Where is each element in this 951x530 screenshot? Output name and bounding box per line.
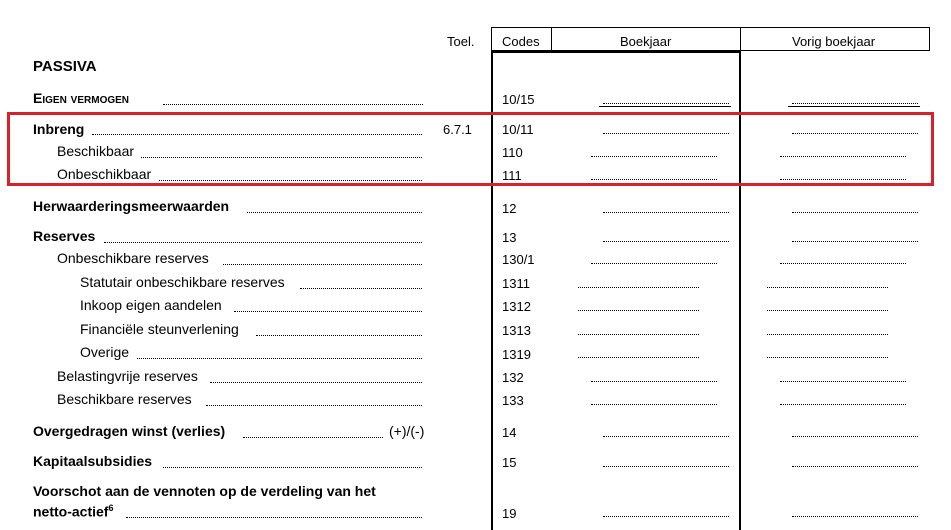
row-sign-suffix: (+)/(-) [389,423,425,439]
vorig-boekjaar-entry[interactable] [792,466,918,467]
row-code: 10/11 [502,122,534,137]
row-label-overige: Overige [80,344,130,360]
boekjaar-entry[interactable] [578,357,699,358]
row-code: 133 [502,393,524,408]
label-dots [210,382,422,383]
vorig-boekjaar-entry[interactable] [767,334,888,335]
section-title: PASSIVA [33,58,97,75]
label-dots [234,311,422,312]
boekjaar-entry[interactable] [591,263,717,264]
vorig-boekjaar-entry[interactable] [767,287,888,288]
boekjaar-entry[interactable] [591,404,717,405]
highlight-box [7,112,934,186]
label-dots [247,212,422,213]
header-divider-mid1 [551,27,552,51]
label-dots [206,405,422,406]
header-divider-right [929,27,930,51]
row-label-reserves: Reserves [33,228,96,244]
row-code: 12 [502,201,517,216]
codes-header: Codes [502,34,540,49]
row-label-herwaarderingsmeerwaarden: Herwaarderingsmeerwaarden [33,198,230,214]
row-code: 130/1 [502,252,535,267]
vorig-boekjaar-entry[interactable] [780,404,906,405]
label-dots [243,437,383,438]
boekjaar-entry[interactable] [603,466,729,467]
vorig-boekjaar-entry[interactable] [780,263,906,264]
row-code: 13 [502,230,517,245]
boekjaar-header: Boekjaar [620,34,672,49]
row-code: 1312 [502,299,531,314]
label-dots [163,467,422,468]
row-label-kapitaalsubsidies: Kapitaalsubsidies [33,453,153,469]
boekjaar-entry[interactable] [578,334,699,335]
label-dots [163,104,423,105]
label-dots [223,264,422,265]
vorig-boekjaar-entry[interactable] [792,516,918,517]
row-label-voorschot-text: netto-actief [33,503,109,520]
row-label-voorschot-line1: Voorschot aan de vennoten op de verdeling van het [33,483,376,499]
row-code: 1313 [502,323,531,338]
vorig-boekjaar-underline [788,106,920,107]
row-code: 15 [502,455,517,470]
row-code: 111 [502,168,522,183]
row-code: 10/15 [502,92,535,107]
label-dots [256,335,422,336]
boekjaar-entry[interactable] [578,287,699,288]
row-label-statutair-onbeschikbare-reserves: Statutair onbeschikbare reserves [80,274,285,290]
boekjaar-entry[interactable] [603,516,729,517]
vorig-boekjaar-entry[interactable] [792,241,918,242]
vorig-boekjaar-entry[interactable] [780,381,906,382]
label-dots [104,242,422,243]
header-divider-left [491,27,492,51]
vorig-boekjaar-entry[interactable] [792,212,918,213]
toel-header: Toel. [447,34,475,49]
row-label-inkoop-eigen-aandelen: Inkoop eigen aandelen [80,297,222,313]
row-code: 1319 [502,347,531,362]
row-label-overgedragen-winst: Overgedragen winst (verlies) [33,423,226,439]
vorig-boekjaar-entry[interactable] [767,310,888,311]
row-code: 110 [502,145,523,160]
vorig-boekjaar-entry[interactable] [792,436,918,437]
row-label-beschikbare-reserves: Beschikbare reserves [57,391,192,407]
row-code: 14 [502,425,517,440]
row-label-onbeschikbare-reserves: Onbeschikbare reserves [57,250,209,266]
boekjaar-entry[interactable] [578,310,699,311]
label-dots [126,517,422,518]
label-dots [300,288,422,289]
boekjaar-entry[interactable] [603,212,729,213]
row-code: 132 [502,370,524,385]
footnote-marker: 6 [108,503,114,513]
label-dots [137,358,422,359]
row-code: 19 [502,506,517,521]
boekjaar-entry[interactable] [603,241,729,242]
row-label-onbeschikbaar: Onbeschikbaar [57,166,152,182]
boekjaar-entry[interactable] [603,103,729,104]
row-code: 1311 [502,276,530,291]
row-label-voorschot-line2 [33,503,113,520]
codes-column-top-border [491,51,741,53]
row-label-beschikbaar: Beschikbaar [57,143,135,159]
vorig-boekjaar-header: Vorig boekjaar [792,34,876,49]
boekjaar-entry[interactable] [591,381,717,382]
header-divider-mid2 [740,27,741,51]
row-label-belastingvrije-reserves: Belastingvrije reserves [57,368,198,384]
row-label-financiele-steunverlening: Financiële steunverlening [80,321,239,337]
header-top-rule [491,27,930,28]
row-label-eigen-vermogen: Eigen vermogen [33,90,130,106]
vorig-boekjaar-entry[interactable] [792,103,918,104]
boekjaar-underline [599,106,731,107]
boekjaar-entry[interactable] [603,436,729,437]
row-toel: 6.7.1 [443,122,472,137]
row-label-inbreng: Inbreng [33,121,85,137]
vorig-boekjaar-entry[interactable] [767,357,888,358]
